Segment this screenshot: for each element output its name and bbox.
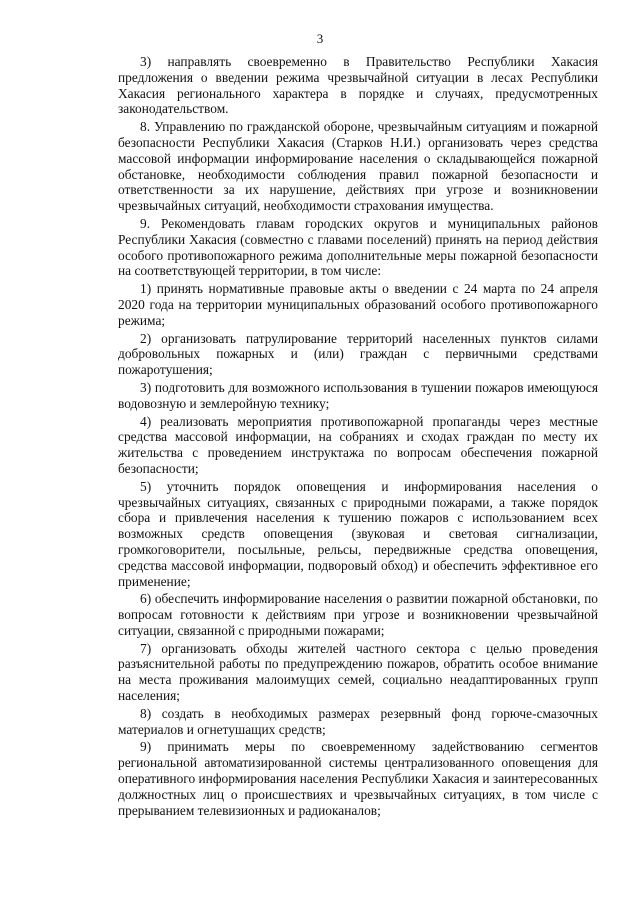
paragraph-subitem-3: 3) подготовить для возможного использования в тушении пожаров имеющуюся водовозную и землеройную технику; bbox=[118, 379, 598, 411]
paragraph-subitem-8: 8) создать в необходимых размерах резервный фонд горюче-смазочных материалов и огнетушащих средств; bbox=[118, 705, 598, 737]
paragraph-item-3: 3) направлять своевременно в Правительство Республики Хакасия предложения о введении режима чрезвычайной ситуации в лесах Республики Хакасия регионального характера в порядке и случаях, предусмотренных законодательством. bbox=[118, 54, 598, 117]
paragraph-section-8: 8. Управлению по гражданской обороне, чрезвычайным ситуациям и пожарной безопасности Республики Хакасия (Старков Н.И.) организовать через средства массовой информации информирование населения о складывающейся пожарной обстановке, необходимости соблюдения правил пожарной безопасности и ответственности за их нарушение, действиях при угрозе и возникновении чрезвычайных ситуаций, необходимости страхования имущества. bbox=[118, 119, 598, 214]
paragraph-subitem-7: 7) организовать обходы жителей частного сектора с целью проведения разъяснительной работы по предупреждению пожаров, обратить особое внимание на места проживания малоимущих семей, социально неадаптированных групп населения; bbox=[118, 640, 598, 704]
paragraph-subitem-4: 4) реализовать мероприятия противопожарной пропаганды через местные средства массовой информации, на собраниях и сходах граждан по месту их жительства с проведением инструктажа по вопросам обеспечения пожарной безопасности; bbox=[118, 413, 598, 476]
paragraph-subitem-5: 5) уточнить порядок оповещения и информирования населения о чрезвычайных ситуациях, связанных с природными пожарами, а также порядок сбора и привлечения населения к тушению пожаров с использованием всех возможных средств оповещения (звуковая и световая сигнализации, громкоговорители, посыльные, рельсы, передвижные средства оповещения, средства массовой информации, подворовый обход) и обеспечить эффективное его применение; bbox=[118, 478, 598, 589]
paragraph-subitem-6: 6) обеспечить информирование населения о развитии пожарной обстановки, по вопросам готовности к действиям при угрозе и возникновении чрезвычайной ситуации, связанной с природными пожарами; bbox=[118, 591, 598, 638]
page-number: 3 bbox=[316, 31, 324, 46]
document-body bbox=[118, 54, 598, 818]
paragraph-subitem-9: 9) принимать меры по своевременному задействованию сегментов региональной автоматизированной системы централизованного оповещения для оперативного информирования населения Республики Хакасия и заинтересованных должностных лиц о происшествиях и чрезвычайных ситуациях, в том числе с прерыванием телевизионных и радиоканалов; bbox=[118, 739, 598, 818]
paragraph-section-9: 9. Рекомендовать главам городских округов и муниципальных районов Республики Хакасия (совместно с главами поселений) принять на период действия особого противопожарного режима дополнительные меры пожарной безопасности на соответствующей территории, в том числе: bbox=[118, 215, 598, 279]
paragraph-subitem-2: 2) организовать патрулирование территорий населенных пунктов силами добровольных пожарных и (или) граждан с первичными средствами пожаротушения; bbox=[118, 330, 598, 378]
paragraph-subitem-1: 1) принять нормативные правовые акты о введении с 24 марта по 24 апреля 2020 года на территории муниципальных образований особого противопожарного режима; bbox=[118, 281, 598, 328]
